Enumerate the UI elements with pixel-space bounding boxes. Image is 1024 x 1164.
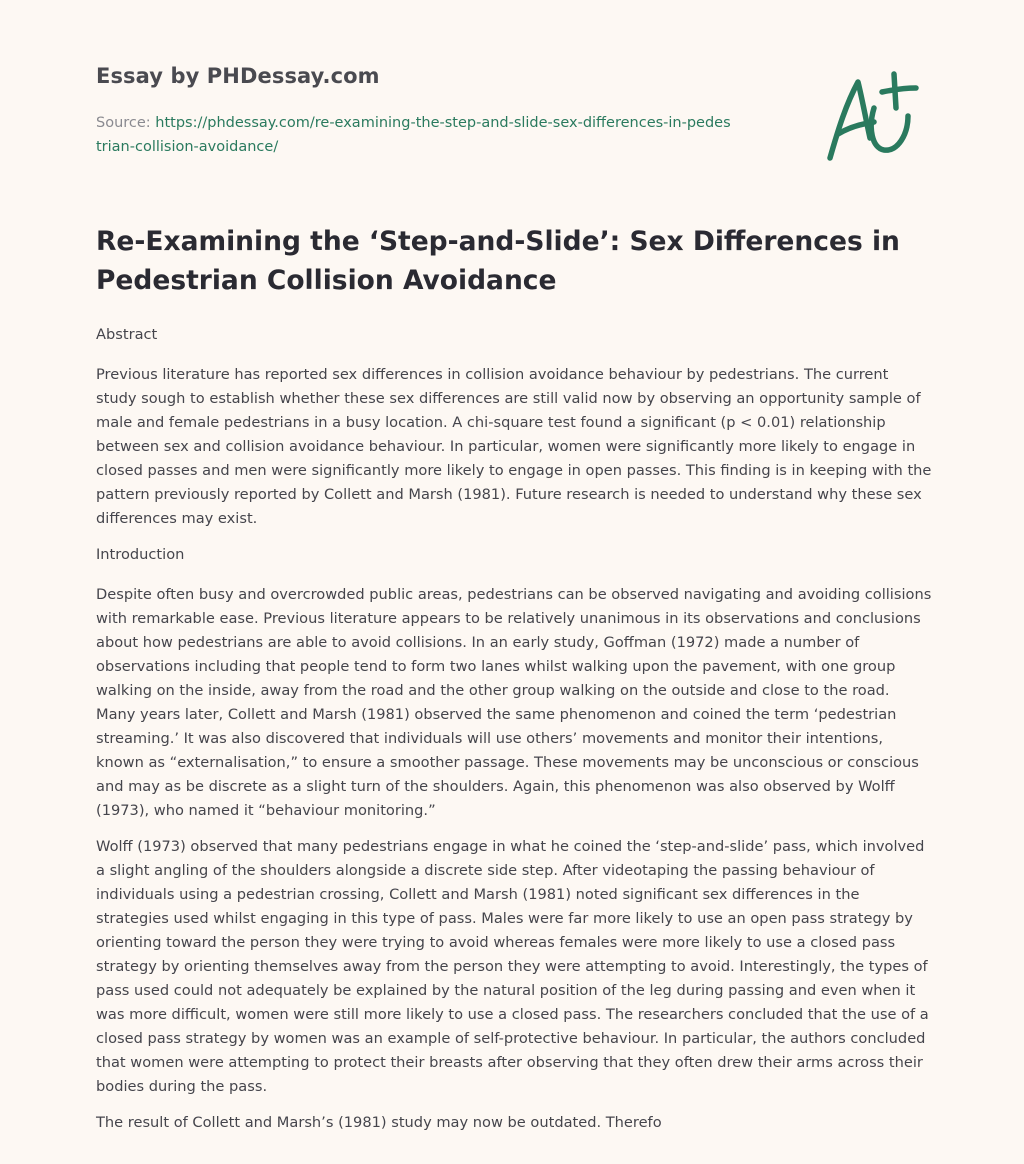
abstract-paragraph: Previous literature has reported sex differences in collision avoidance behaviour by pedestrians. The current study sough to establish whether these sex differences are still valid now by observing an opportunity sample of male and female pedestrians in a busy location. A chi-square test found a significant (p < 0.01) relationship between sex and collision avoidance behaviour. In particular, women were significantly more likely to engage in closed passes and men were significantly more likely to engage in open passes. This finding is in keeping with the pattern previously reported by Collett and Marsh (1981). Future research is needed to understand why these sex differences may exist. [96,366,932,527]
source-link[interactable]: https://phdessay.com/re-examining-the-step-and-slide-sex-differences-in-pedestrian-collision-avoidance/ [96,115,731,155]
introduction-heading: Introduction [96,546,185,563]
essay-body [96,323,932,1147]
page-header [96,0,928,190]
abstract-heading: Abstract [96,326,158,343]
source-line [96,111,736,159]
essay-title: Re-Examining the ‘Step-and-Slide’: Sex Differences in Pedestrian Collision Avoidance [96,226,900,296]
a-plus-logo-icon [824,68,924,164]
essay-page [96,0,932,1131]
introduction-paragraph-1: Despite often busy and overcrowded public areas, pedestrians can be observed navigating and avoiding collisions with remarkable ease. Previous literature appears to be relatively unanimous in its observations and conclusions about how pedestrians are able to avoid collisions. In an early study, Goffman (1972) made a number of observations including that people tend to form two lanes whilst walking upon the pavement, with one group walking on the inside, away from the road and the other group walking on the outside and close to the road. Many years later, Collett and Marsh (1981) observed the same phenomenon and coined the term ‘pedestrian streaming.’ It was also discovered that individuals will use others’ movements and monitor their intentions, known as “externalisation,” to ensure a smoother passage. These movements may be unconscious or conscious and may as be discrete as a slight turn of the shoulders. Again, this phenomenon was also observed by Wolff (1973), who named it “behaviour monitoring.” [96,586,932,819]
source-label: Source: [96,115,151,131]
site-name: Essay by PHDessay.com [96,64,380,88]
introduction-paragraph-3: The result of Collett and Marsh’s (1981) study may now be outdated. Therefo [96,1114,662,1131]
introduction-paragraph-2: Wolff (1973) observed that many pedestrians engage in what he coined the ‘step-and-slide’ pass, which involved a slight angling of the shoulders alongside a discrete side step. After videotaping the passing behaviour of individuals using a pedestrian crossing, Collett and Marsh (1981) noted significant sex differences in the strategies used whilst engaging in this type of pass. Males were far more likely to use an open pass strategy by orienting toward the person they were trying to avoid whereas females were more likely to use a closed pass strategy by orienting themselves away from the person they were attempting to avoid. Interestingly, the types of pass used could not adequately be explained by the natural position of the leg during passing and even when it was more difficult, women were still more likely to use a closed pass. The researchers concluded that the use of a closed pass strategy by women was an example of self-protective behaviour. In particular, the authors concluded that women were attempting to protect their breasts after observing that they often drew their arms across their bodies during the pass. [96,838,929,1095]
